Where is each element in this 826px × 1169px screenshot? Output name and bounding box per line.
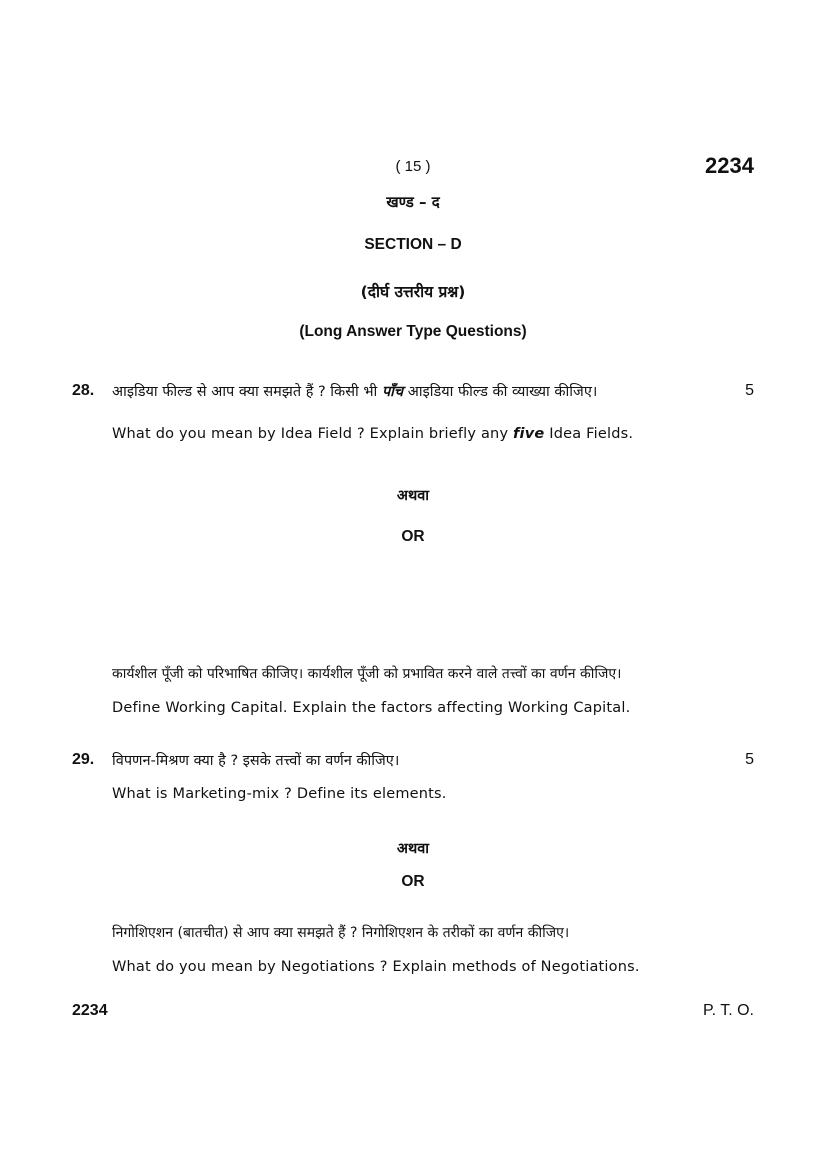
section-title-english: SECTION – D [364,236,462,253]
question-number: 29. [72,751,95,768]
page-number: ( 15 ) [395,158,431,175]
pto-label: P. T. O. [703,1002,754,1019]
alternative-question-english: Define Working Capital. Explain the factors affecting Working Capital. [112,700,631,716]
or-english: OR [401,528,425,545]
question-type-hindi: (दीर्घ उत्तरीय प्रश्न) [360,283,466,301]
or-english: OR [401,873,425,890]
section-title-hindi: खण्ड – द [386,193,440,211]
question-type-english: (Long Answer Type Questions) [299,323,527,340]
question-marks: 5 [745,382,754,399]
question-number: 28. [72,382,95,399]
question-text-hindi: विपणन-मिश्रण क्या है ? इसके तत्त्वों का वर्णन कीजिए। [112,753,400,769]
or-hindi: अथवा [396,841,430,857]
emphasis-hindi: पाँच [381,384,404,400]
paper-code-header: 2234 [705,153,754,178]
alternative-question-hindi: कार्यशील पूँजी को परिभाषित कीजिए। कार्यशील पूँजी को प्रभावित करने वाले तत्त्वों का वर्णन कीजिए। [112,666,622,682]
or-hindi: अथवा [396,488,430,504]
emphasis-english: five [513,426,545,442]
question-text-hindi: आइडिया फील्ड से आप क्या समझते हैं ? किसी भी पाँच आइडिया फील्ड की व्याख्या कीजिए। [112,384,598,400]
alternative-question-english: What do you mean by Negotiations ? Explain methods of Negotiations. [112,959,640,975]
question-marks: 5 [745,751,754,768]
question-text-english: What is Marketing-mix ? Define its elements. [112,786,447,802]
question-text-english: What do you mean by Idea Field ? Explain briefly any five Idea Fields. [112,426,634,442]
alternative-question-hindi: निगोशिएशन (बातचीत) से आप क्या समझते हैं ? निगोशिएशन के तरीकों का वर्णन कीजिए। [112,925,570,941]
paper-code-footer: 2234 [72,1002,108,1019]
